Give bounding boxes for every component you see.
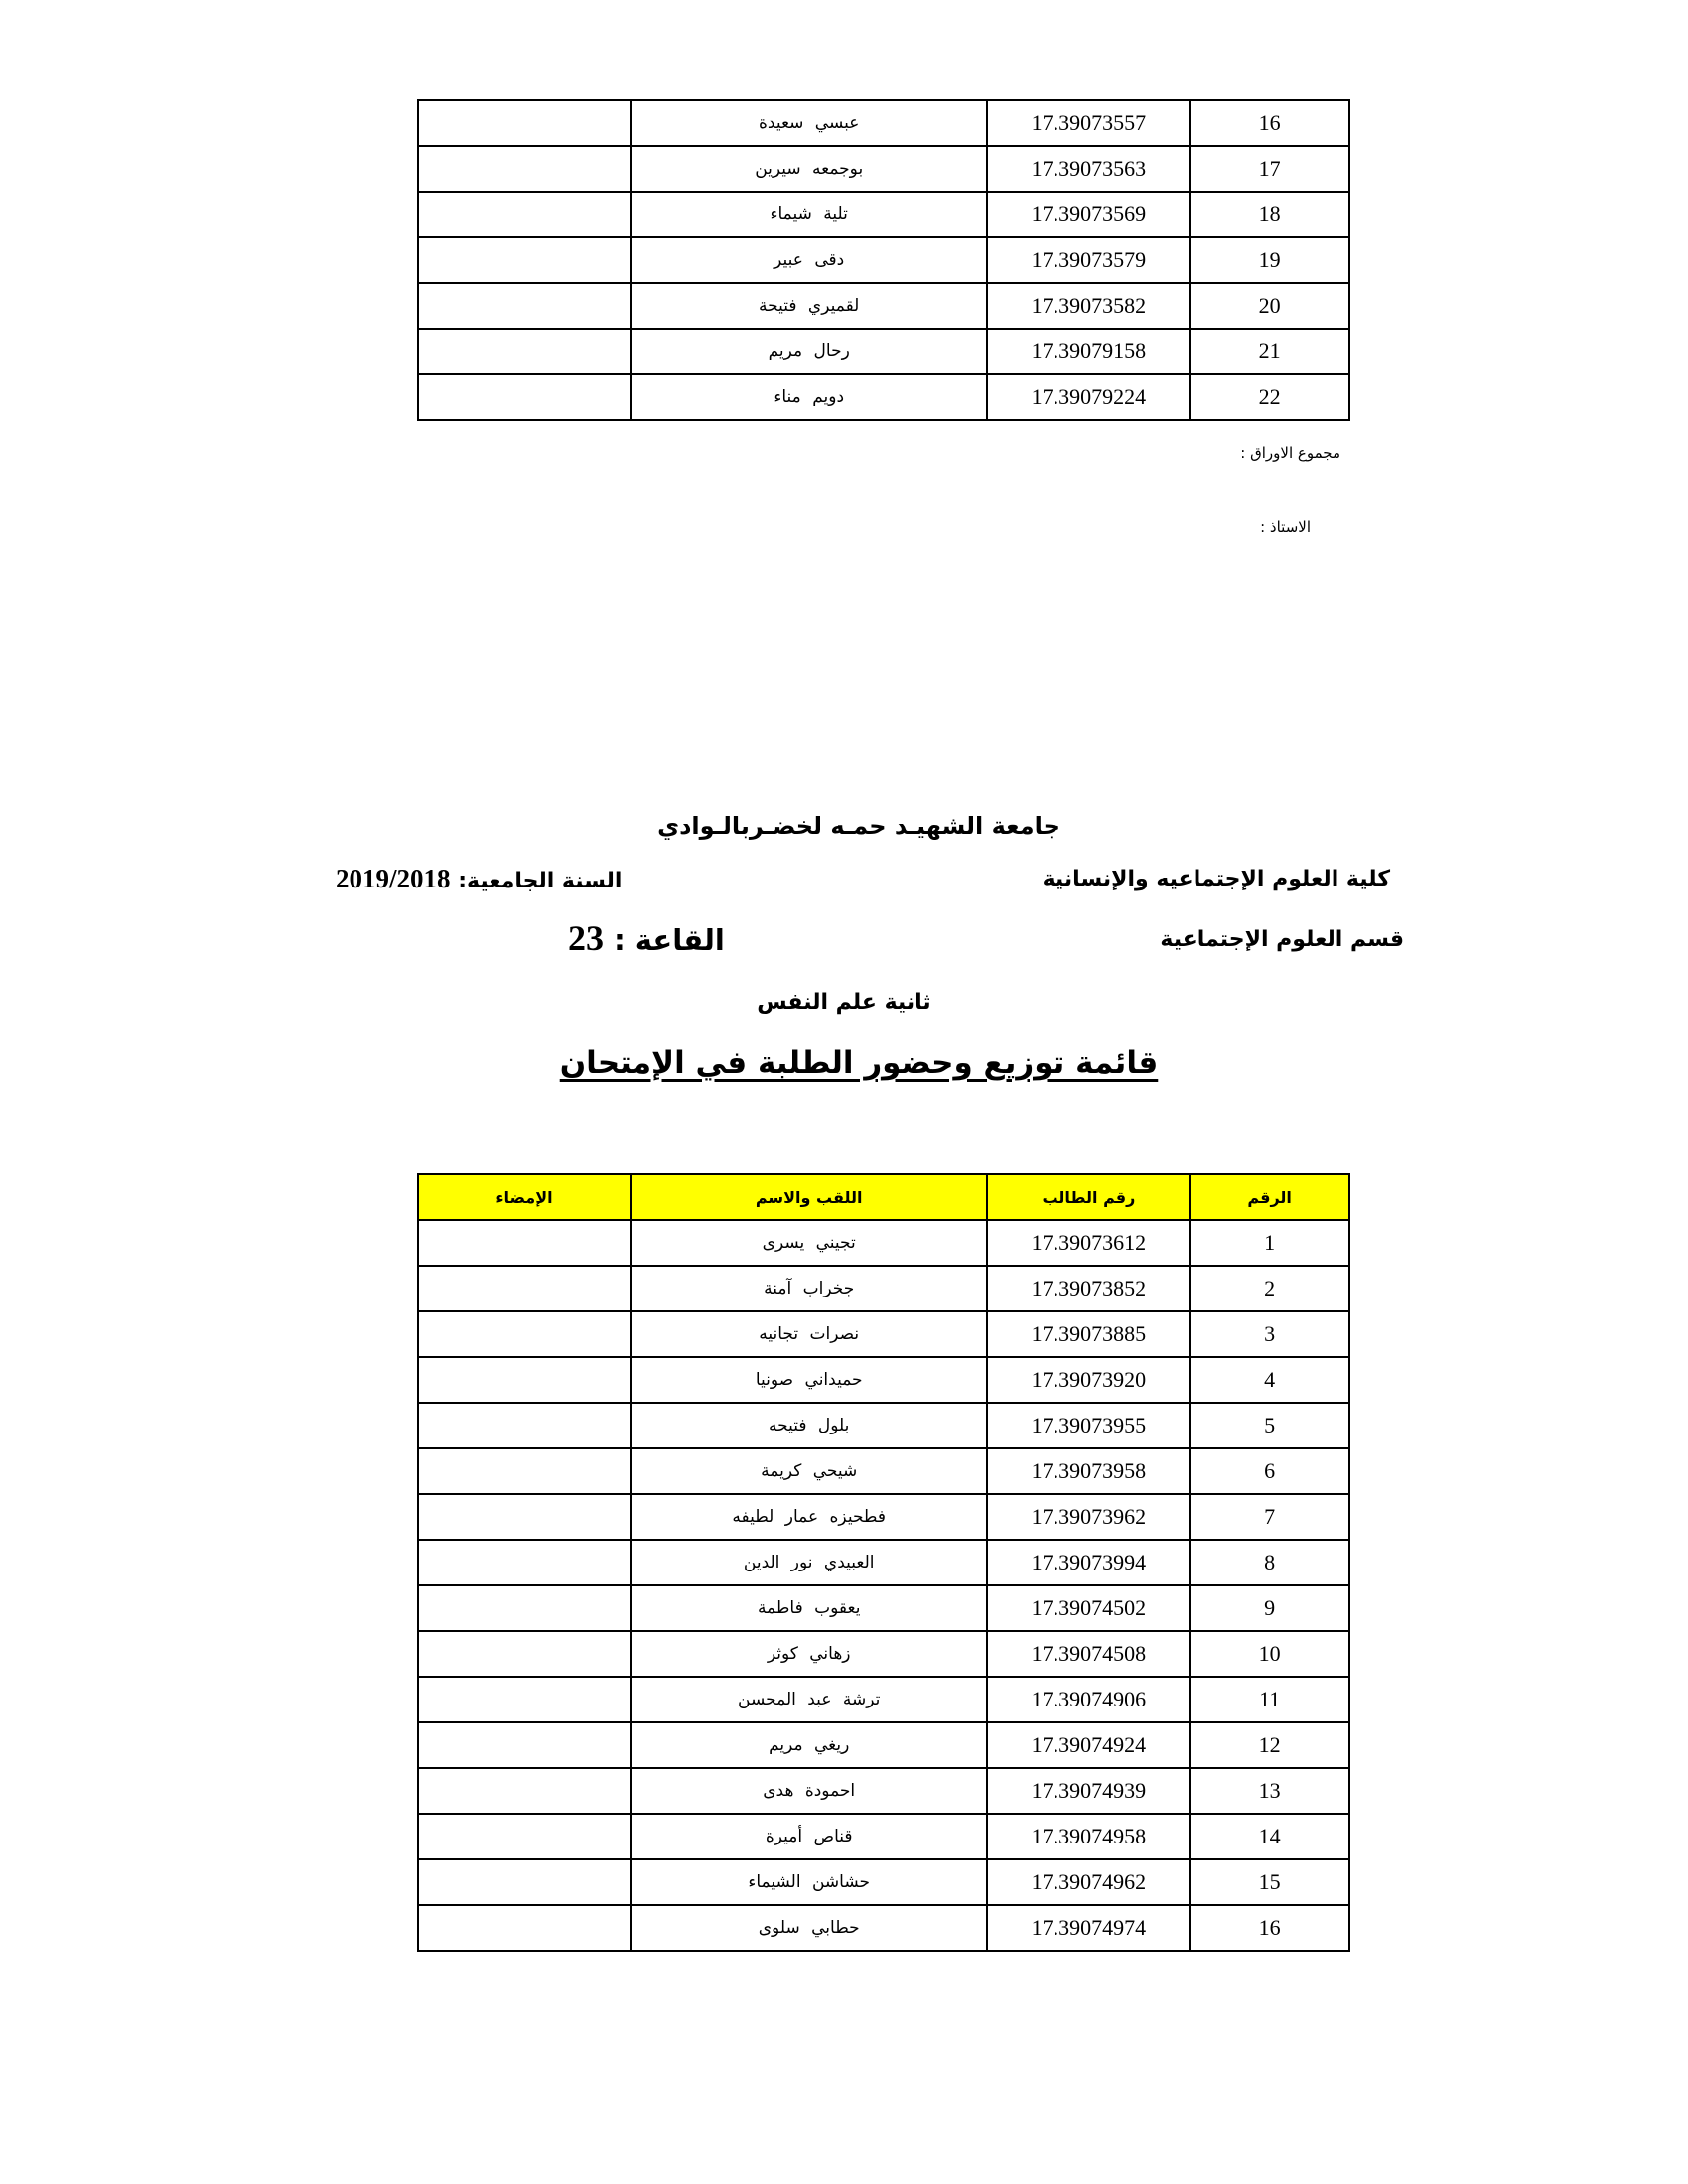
row-number [1190,1357,1349,1403]
signature-cell[interactable] [418,1448,631,1494]
student-id-text: 17.39073569 [1031,202,1147,226]
student-name [631,1494,988,1540]
student-id [987,283,1190,329]
column-header-name: اللقب والاسم [631,1174,988,1220]
row-number [1190,192,1349,237]
student-name [631,1403,988,1448]
row-number-text: 2 [1264,1276,1276,1300]
student-name [631,1311,988,1357]
table-row [418,1357,1349,1403]
row-number-text: 4 [1264,1367,1276,1392]
row-number-text: 5 [1264,1413,1276,1437]
student-name [631,329,988,374]
signature-cell[interactable] [418,146,631,192]
signature-cell[interactable] [418,100,631,146]
student-id [987,1631,1190,1677]
student-id-text: 17.39074906 [1031,1687,1147,1711]
row-number [1190,283,1349,329]
academic-year-value: 2019/2018 [336,864,451,893]
student-name-text: بوجمعه سيرين [755,159,864,179]
student-name-text: عبسي سعيدة [758,113,860,133]
student-name-text: يعقوب فاطمة [757,1598,861,1618]
table-row [418,1722,1349,1768]
row-number [1190,1266,1349,1311]
row-number [1190,146,1349,192]
student-id-text: 17.39073920 [1031,1367,1147,1392]
hall-label: القاعة : [614,923,725,957]
university-name: جامعة الشهيـد حمـه لخضـربالـوادي [657,812,1060,840]
row-number-text: 11 [1259,1687,1281,1711]
continuation-table [417,99,1350,421]
student-id [987,329,1190,374]
student-name-text: بلول فتيحه [769,1416,850,1435]
table-row [418,1311,1349,1357]
student-name-text: حميداني صونيا [755,1370,863,1390]
student-id-text: 17.39073582 [1031,293,1147,318]
student-name [631,1722,988,1768]
signature-cell[interactable] [418,1220,631,1266]
student-name-text: زهاني كوثر [767,1644,851,1664]
table-row [418,1540,1349,1585]
student-name-text: العبيدي نور الدين [743,1553,875,1572]
student-name [631,1631,988,1677]
row-number-text: 7 [1264,1504,1276,1529]
row-number-text: 10 [1258,1641,1281,1666]
student-id [987,1859,1190,1905]
signature-cell[interactable] [418,1859,631,1905]
student-id [987,1448,1190,1494]
student-name [631,1768,988,1814]
table-row [418,1768,1349,1814]
student-id-text: 17.39073958 [1031,1458,1147,1483]
row-number-text: 21 [1258,339,1281,363]
student-id [987,192,1190,237]
row-number [1190,1494,1349,1540]
table-row [418,1220,1349,1266]
student-id-text: 17.39074924 [1031,1732,1147,1757]
student-name-text: تلية شيماء [770,205,848,224]
table-row [418,146,1349,192]
row-number [1190,1448,1349,1494]
table-row [418,374,1349,420]
column-header-number: الرقم [1190,1174,1349,1220]
signature-cell[interactable] [418,192,631,237]
student-name-text: احمودة هدى [763,1781,856,1801]
student-id [987,374,1190,420]
row-number-text: 14 [1258,1824,1281,1848]
student-id-text: 17.39074958 [1031,1824,1147,1848]
student-name [631,1859,988,1905]
row-number-text: 18 [1258,202,1281,226]
student-id [987,146,1190,192]
student-name [631,374,988,420]
header-row [418,1174,1349,1220]
signature-cell[interactable] [418,1631,631,1677]
student-id [987,1905,1190,1951]
table-row [418,192,1349,237]
signature-cell[interactable] [418,1814,631,1859]
student-name-text: تجيني يسرى [762,1233,856,1253]
student-name [631,192,988,237]
signature-cell[interactable] [418,374,631,420]
row-number [1190,237,1349,283]
row-number-text: 15 [1258,1869,1281,1894]
student-id-text: 17.39073885 [1031,1321,1147,1346]
student-id [987,1494,1190,1540]
signature-cell[interactable] [418,1905,631,1951]
student-id-text: 17.39073563 [1031,156,1147,181]
row-number [1190,1311,1349,1357]
row-number-text: 19 [1258,247,1281,272]
student-name-text: قناص أميرة [765,1827,853,1846]
row-number [1190,1905,1349,1951]
student-id-text: 17.39073612 [1031,1230,1147,1255]
student-name [631,1814,988,1859]
student-id [987,1722,1190,1768]
table-row [418,100,1349,146]
table-row [418,237,1349,283]
student-name-text: دويم مناء [774,387,845,407]
student-name [631,1585,988,1631]
student-name-text: دقى عبير [774,250,845,270]
row-number-text: 8 [1264,1550,1276,1574]
signature-cell[interactable] [418,1311,631,1357]
signature-cell[interactable] [418,1722,631,1768]
student-name [631,1220,988,1266]
student-id-text: 17.39074939 [1031,1778,1147,1803]
student-name [631,1540,988,1585]
row-number [1190,100,1349,146]
student-name [631,1266,988,1311]
row-number [1190,1768,1349,1814]
attendance-table [417,1173,1350,1952]
student-name-text: حشاشن الشيماء [748,1872,871,1892]
student-id-text: 17.39074502 [1031,1595,1147,1620]
student-name [631,283,988,329]
student-id [987,1677,1190,1722]
row-number-text: 20 [1258,293,1281,318]
student-id [987,100,1190,146]
signature-cell[interactable] [418,1677,631,1722]
table-row [418,1677,1349,1722]
table-row [418,1631,1349,1677]
student-id [987,1403,1190,1448]
student-id [987,1357,1190,1403]
row-number [1190,1220,1349,1266]
row-number-text: 3 [1264,1321,1276,1346]
continuation-table-body [418,100,1349,420]
signature-cell[interactable] [418,329,631,374]
student-name-text: شيحي كريمة [761,1461,858,1481]
student-id [987,1220,1190,1266]
row-number [1190,1859,1349,1905]
student-name-text: ريغي مريم [769,1735,850,1755]
signature-cell[interactable] [418,1540,631,1585]
signature-cell[interactable] [418,1266,631,1311]
student-id [987,1540,1190,1585]
row-number-text: 17 [1258,156,1281,181]
row-number [1190,1677,1349,1722]
attendance-table-header [418,1174,1349,1220]
row-number [1190,374,1349,420]
row-number-text: 12 [1258,1732,1281,1757]
column-header-signature: الإمضاء [418,1174,631,1220]
papers-total-label: مجموع الاوراق : [1240,444,1340,462]
student-id [987,1266,1190,1311]
table-row [418,329,1349,374]
student-name-text: نصرات تجانيه [759,1324,860,1344]
row-number [1190,1585,1349,1631]
student-id-text: 17.39074974 [1031,1915,1147,1940]
student-name-text: فطحيزه عمار لطيفه [732,1507,886,1527]
student-name [631,146,988,192]
row-number [1190,1540,1349,1585]
row-number-text: 1 [1264,1230,1276,1255]
table-row [418,1905,1349,1951]
row-number-text: 16 [1258,110,1281,135]
hall-number: 23 [568,918,604,958]
column-header-student-id: رقم الطالب [987,1174,1190,1220]
student-id [987,237,1190,283]
row-number [1190,1631,1349,1677]
student-id-text: 17.39073557 [1031,110,1147,135]
student-id-text: 17.39073955 [1031,1413,1147,1437]
student-name-text: لقميري فتيحة [759,296,860,316]
signature-cell[interactable] [418,1403,631,1448]
student-name-text: ترشة عبد المحسن [738,1690,881,1709]
table-row [418,1448,1349,1494]
department-name: قسم العلوم الإجتماعية [1160,927,1404,952]
student-id [987,1311,1190,1357]
signature-cell[interactable] [418,1585,631,1631]
academic-year-label: السنة الجامعية: [458,869,623,893]
student-name [631,100,988,146]
student-id-text: 17.39074962 [1031,1869,1147,1894]
student-id [987,1585,1190,1631]
student-id-text: 17.39073852 [1031,1276,1147,1300]
document-title: قائمة توزيع وحضور الطلبة في الإمتحان [559,1045,1159,1081]
table-row [418,1585,1349,1631]
student-name [631,1448,988,1494]
table-row [418,1494,1349,1540]
student-id [987,1814,1190,1859]
student-name-text: جخراب آمنة [764,1279,855,1298]
signature-cell[interactable] [418,1494,631,1540]
table-row [418,1859,1349,1905]
student-id-text: 17.39073579 [1031,247,1147,272]
study-level: ثانية علم النفس [757,990,931,1015]
student-id-text: 17.39079158 [1031,339,1147,363]
row-number [1190,1722,1349,1768]
student-name [631,1905,988,1951]
student-name-text: حطابي سلوى [758,1918,860,1938]
attendance-table-body [418,1220,1349,1951]
row-number [1190,1814,1349,1859]
student-id-text: 17.39073994 [1031,1550,1147,1574]
signature-cell[interactable] [418,1768,631,1814]
table-row [418,1814,1349,1859]
student-id-text: 17.39074508 [1031,1641,1147,1666]
row-number-text: 6 [1264,1458,1276,1483]
student-id-text: 17.39079224 [1031,384,1147,409]
student-name [631,237,988,283]
table-row [418,1403,1349,1448]
student-id [987,1768,1190,1814]
student-name-text: رحال مريم [768,341,850,361]
signature-cell[interactable] [418,1357,631,1403]
signature-cell[interactable] [418,283,631,329]
row-number [1190,329,1349,374]
table-row [418,1266,1349,1311]
row-number-text: 22 [1258,384,1281,409]
row-number-text: 13 [1258,1778,1281,1803]
row-number-text: 9 [1264,1595,1276,1620]
faculty-name: كلية العلوم الإجتماعيه والإنسانية [1042,867,1390,891]
student-name [631,1357,988,1403]
academic-year [336,864,622,894]
signature-cell[interactable] [418,237,631,283]
row-number [1190,1403,1349,1448]
student-name [631,1677,988,1722]
student-id-text: 17.39073962 [1031,1504,1147,1529]
row-number-text: 16 [1258,1915,1281,1940]
hall-info [568,917,725,959]
table-row [418,283,1349,329]
professor-label: الاستاذ : [1260,518,1311,536]
